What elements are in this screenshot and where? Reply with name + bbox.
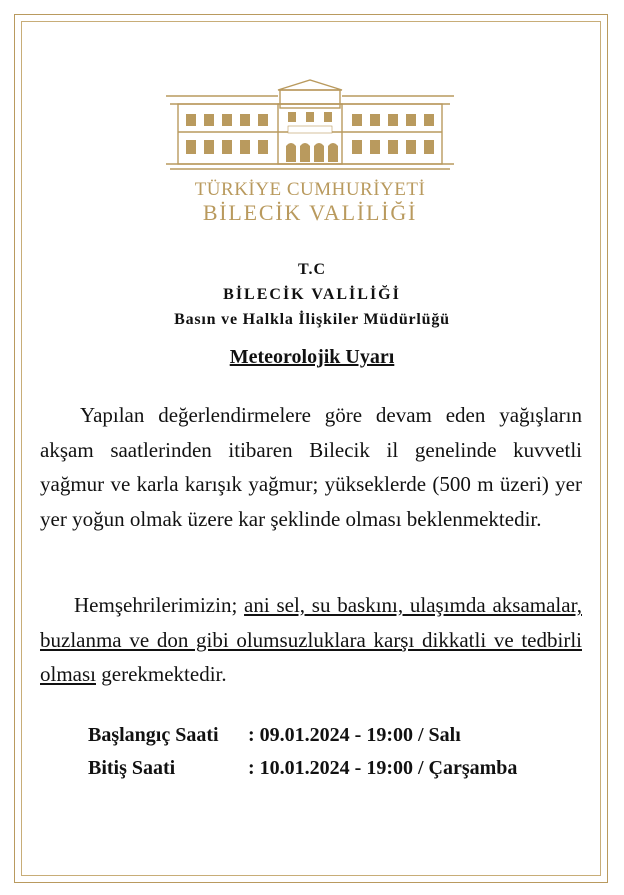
- end-time-value: : 10.01.2024 - 19:00 / Çarşamba: [248, 757, 518, 779]
- advice-paragraph: [40, 588, 582, 692]
- start-time-label: Başlangıç Saati: [88, 724, 219, 746]
- document-title: Meteorolojik Uyarı: [229, 346, 395, 368]
- start-time-value: : 09.01.2024 - 19:00 / Salı: [248, 724, 461, 746]
- header-office: BİLECİK VALİLİĞİ: [223, 286, 401, 303]
- end-time-row: [88, 757, 517, 780]
- governorship-logo: [160, 76, 460, 226]
- logo-text-republic: TÜRKİYE CUMHURİYETİ: [194, 179, 426, 200]
- advice-underlined: ani sel, su baskını, ulaşımda aksamalar, buzlanma ve don gibi olumsuzluklara karşı dikkatli ve tedbirli olması: [40, 593, 582, 686]
- end-time-label: Bitiş Saati: [88, 757, 176, 779]
- warning-paragraph: Yapılan değerlendirmelere göre devam eden yağışların akşam saatlerinden itibaren Bilecik il genelinde kuvvetli yağmur ve karla karışık yağmur; yükseklerde (500 m üzeri) yer yer yoğun olmak üzere kar şeklinde olması beklenmektedir.: [40, 403, 582, 531]
- start-time-row: [88, 724, 461, 747]
- advice-lead: Hemşehrilerimizin;: [74, 593, 245, 617]
- header-tc: T.C: [297, 261, 327, 278]
- header-department: Basın ve Halkla İlişkiler Müdürlüğü: [174, 311, 450, 328]
- advice-tail: gerekmektedir.: [96, 662, 227, 686]
- logo-text-governorship: BİLECİK VALİLİĞİ: [202, 200, 418, 225]
- building-emblem: [160, 76, 460, 176]
